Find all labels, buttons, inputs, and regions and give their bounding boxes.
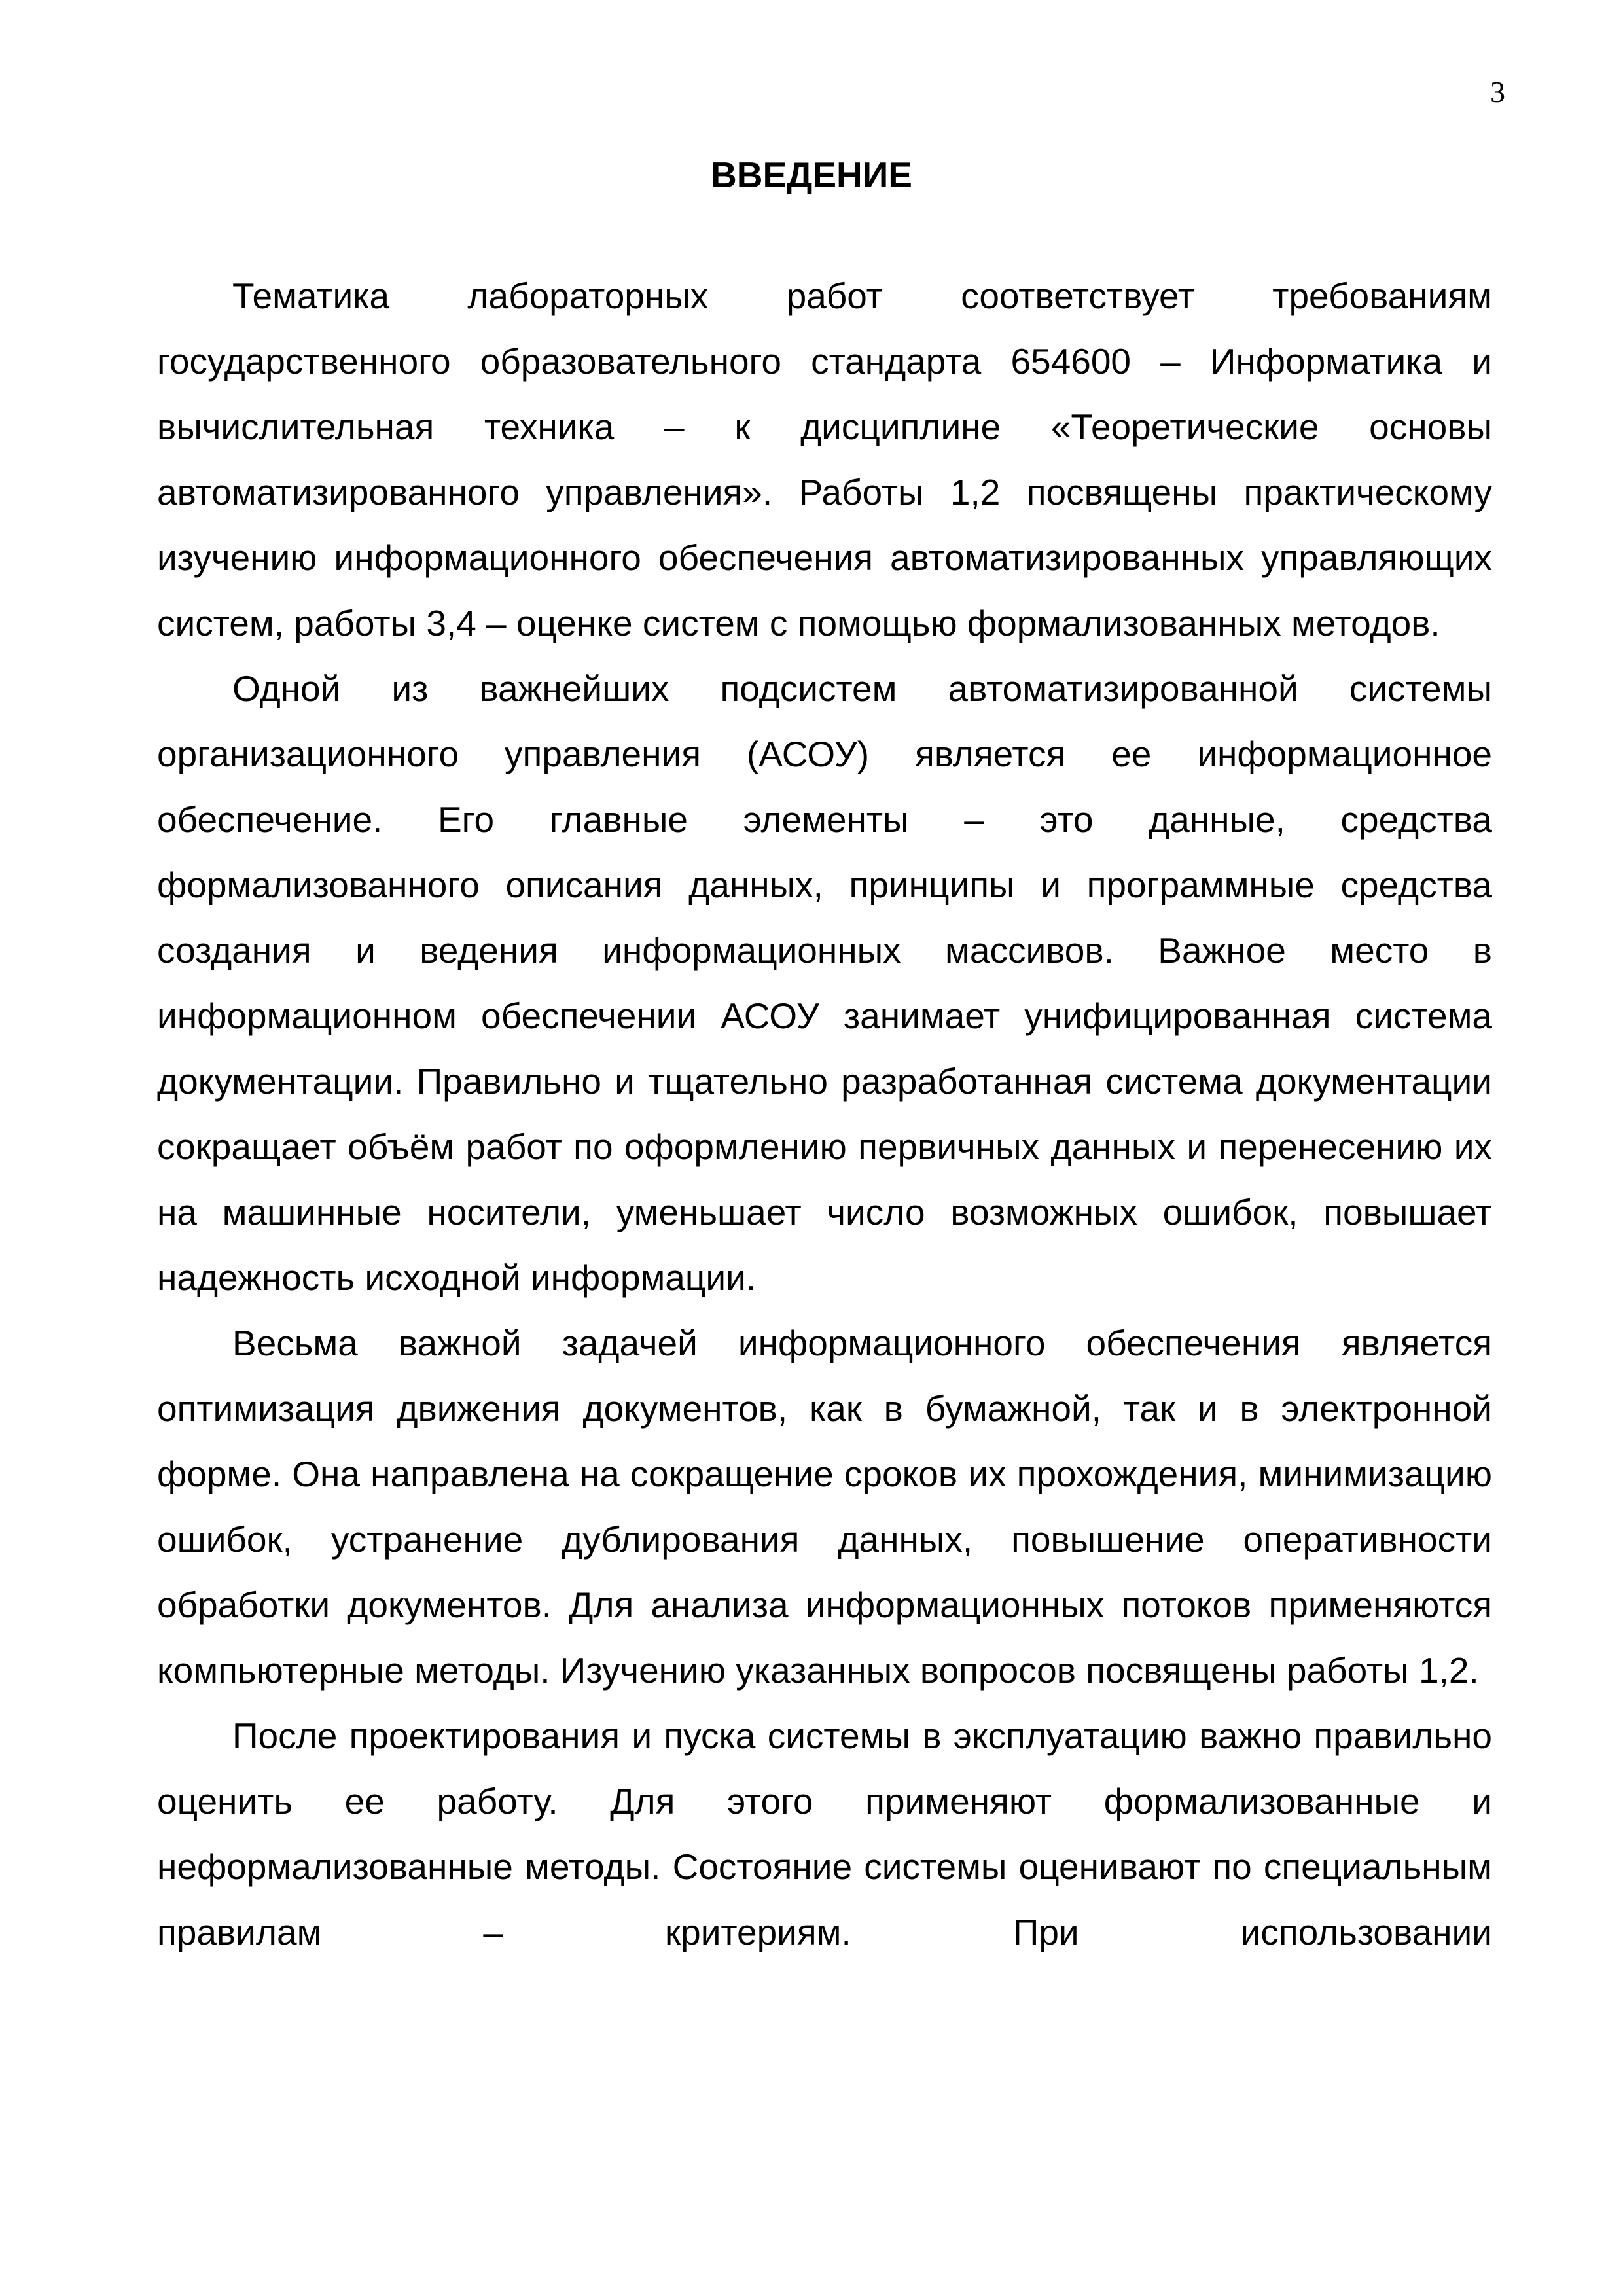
paragraph-information-support: Одной из важнейших подсистем автоматизированной системы организационного управления (АСОУ) является ее информационное обеспечение. Его главные элементы – это данные, средства формализованного описания данных, принципы и программные средства создания и ведения информационных массивов. Важное место в информационном обеспечении АСОУ занимает унифицированная система документации. Правильно и тщательно разработанная система документации сокращает объём работ по оформлению первичных данных и перенесению их на машинные носители, уменьшает число возможных ошибок, повышает надежность исходной информации. <box>157 668 1492 1298</box>
paragraph-document-flow: Весьма важной задачей информационного обеспечения является оптимизация движения документов, как в бумажной, так и в электронной форме. Она направлена на сокращение сроков их прохождения, минимизацию ошибок, устранение дублирования данных, повышение оперативности обработки документов. Для анализа информационных потоков применяются компьютерные методы. Изучению указанных вопросов посвящены работы 1,2. <box>157 1323 1492 1691</box>
paragraph-intro-topics: Тематика лабораторных работ соответствует требованиям государственного образовательного стандарта 654600 – Информатика и вычислительная техника – к дисциплине «Теоретические основы автоматизированного управления». Работы 1,2 посвящены практическому изучению информационного обеспечения автоматизированных управляющих систем, работы 3,4 – оценке систем с помощью формализованных методов. <box>157 276 1492 643</box>
paragraph-system-evaluation: После проектирования и пуска системы в эксплуатацию важно правильно оценить ее работу. Для этого применяют формализованные и неформализованные методы. Состояние системы оценивают по специальным правилам – критериям. При использовании <box>157 1715 1492 1952</box>
body-text <box>157 263 1492 1965</box>
page-title: ВВЕДЕНИЕ <box>711 154 912 195</box>
page-number: 3 <box>1490 75 1505 109</box>
